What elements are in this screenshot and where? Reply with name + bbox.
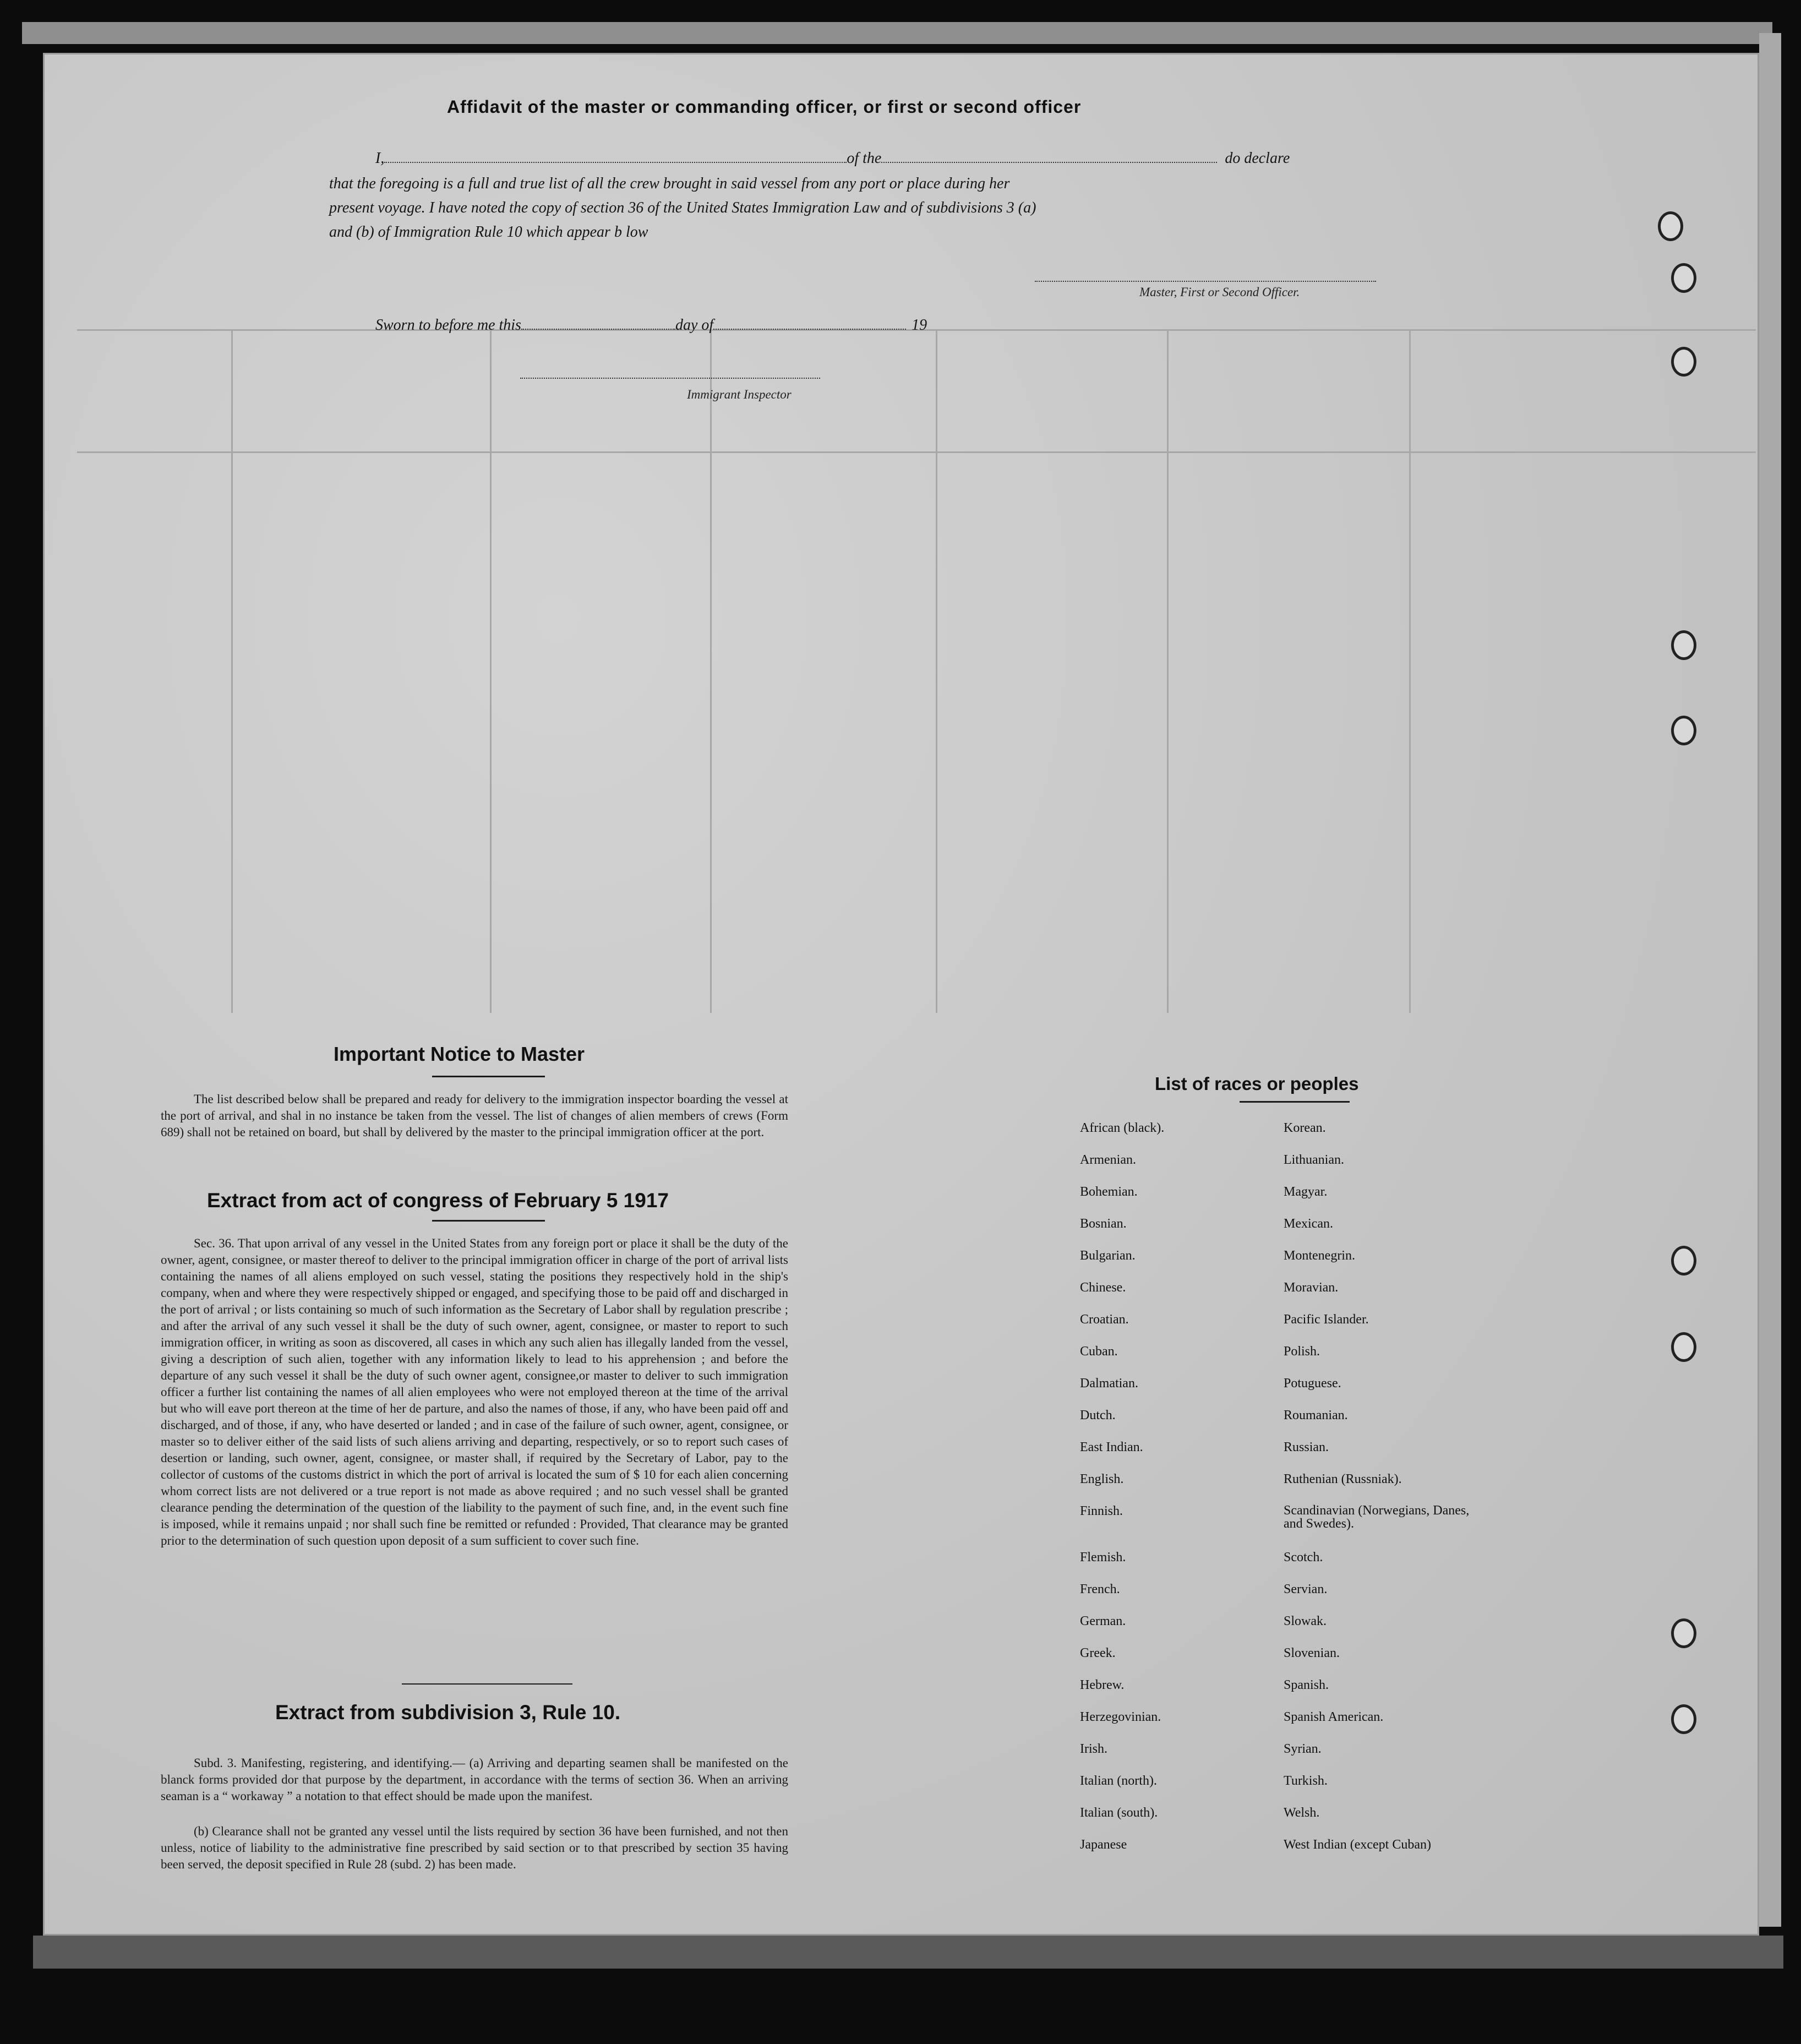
race-item: Flemish. <box>1080 1550 1126 1565</box>
section-divider <box>402 1683 572 1685</box>
vessel-blank[interactable] <box>881 162 1217 163</box>
race-item: Herzegovinian. <box>1080 1710 1161 1724</box>
binder-hole <box>1658 211 1683 241</box>
affidavit-line-3: present voyage. I have noted the copy of section 36 of the United States Immigration Law and of subdivisions 3 (a) <box>329 199 1036 216</box>
year-prefix: 19 <box>912 317 927 334</box>
race-item: Servian. <box>1284 1582 1328 1596</box>
races-rule <box>1240 1101 1350 1103</box>
binder-hole <box>1671 1704 1696 1734</box>
document-page <box>43 53 1759 1936</box>
day-of-text: day of <box>675 317 714 334</box>
affidavit-line-1 <box>375 150 1290 167</box>
page-edge-right <box>1759 33 1781 1927</box>
notice-text: The list described below shall be prepared and ready for delivery to the immigration inspector boarding the vessel at the port of arrival, and shal in no instance be taken from the vessel. The list of changes of alien members of crews (Form 689) shall not be retained on board, but shall by delivered by the master to the principal immigration officer at the port. <box>161 1092 788 1139</box>
page-edge-top <box>22 22 1772 44</box>
page-edge-bottom <box>33 1936 1783 1969</box>
race-item: Japanese <box>1080 1838 1127 1852</box>
affidavit-heading: Affidavit of the master or commanding officer, or first or second officer <box>447 97 1082 117</box>
affidavit-i: I, <box>375 150 385 167</box>
race-item: Polish. <box>1284 1344 1320 1359</box>
affidavit-of-the: of the <box>847 150 882 167</box>
race-item: Scandinavian (Norwegians, Danes, and Swedes). <box>1284 1503 1470 1531</box>
race-item: French. <box>1080 1582 1120 1596</box>
master-signature-line[interactable] <box>1035 281 1376 282</box>
affidavit-declare: do declare <box>1225 150 1290 167</box>
race-item: East Indian. <box>1080 1440 1143 1454</box>
race-item: Welsh. <box>1284 1806 1320 1820</box>
race-item: Syrian. <box>1284 1742 1322 1756</box>
binder-hole <box>1671 1246 1696 1276</box>
binder-hole <box>1671 630 1696 660</box>
race-item: English. <box>1080 1472 1124 1486</box>
race-item: West Indian (except Cuban) <box>1284 1838 1431 1852</box>
race-item: Montenegrin. <box>1284 1249 1355 1263</box>
master-signature-label: Master, First or Second Officer. <box>1139 285 1300 299</box>
affidavit-line-4: and (b) of Immigration Rule 10 which appear b low <box>329 224 648 241</box>
race-item: Croatian. <box>1080 1312 1129 1327</box>
race-item: Roumanian. <box>1284 1408 1348 1422</box>
sworn-month-blank[interactable] <box>713 329 906 330</box>
race-item: Pacific Islander. <box>1284 1312 1369 1327</box>
sworn-text: Sworn to before me this <box>375 317 521 334</box>
rule-extract-text-b: (b) Clearance shall not be granted any vessel until the lists required by section 36 have been furnished, and not then unless, notice of liability to the administrative fine prescribed by said section or to that prescribed by section 35 having been served, the deposit specified in Rule 28 (subd. 2) has been made. <box>161 1824 788 1871</box>
act-extract-rule <box>432 1220 545 1222</box>
race-item: Bohemian. <box>1080 1185 1138 1199</box>
name-blank[interactable] <box>384 162 847 163</box>
rule-extract-heading: Extract from subdivision 3, Rule 10. <box>275 1701 621 1724</box>
race-item: Bosnian. <box>1080 1217 1127 1231</box>
race-item: Irish. <box>1080 1742 1107 1756</box>
binder-hole <box>1671 263 1696 293</box>
race-item: Slowak. <box>1284 1614 1327 1628</box>
sworn-day-blank[interactable] <box>521 329 675 330</box>
race-item: Moravian. <box>1284 1280 1339 1295</box>
notice-rule <box>432 1076 545 1077</box>
binder-hole <box>1671 716 1696 745</box>
races-heading: List of races or peoples <box>1155 1073 1359 1094</box>
race-item: Potuguese. <box>1284 1376 1341 1391</box>
act-extract-heading: Extract from act of congress of February 5 1917 <box>207 1189 669 1212</box>
notice-heading: Important Notice to Master <box>334 1043 585 1065</box>
race-item: Hebrew. <box>1080 1678 1125 1692</box>
race-item: German. <box>1080 1614 1126 1628</box>
race-item: Italian (north). <box>1080 1774 1157 1788</box>
binder-hole <box>1671 1618 1696 1648</box>
sworn-line <box>375 317 927 334</box>
race-item: Magyar. <box>1284 1185 1328 1199</box>
race-item: Ruthenian (Russniak). <box>1284 1472 1402 1486</box>
race-item: Slovenian. <box>1284 1646 1340 1660</box>
binder-hole <box>1671 1332 1696 1362</box>
race-item: Cuban. <box>1080 1344 1118 1359</box>
race-item: Spanish American. <box>1284 1710 1384 1724</box>
race-item: Bulgarian. <box>1080 1249 1136 1263</box>
inspector-label: Immigrant Inspector <box>687 388 792 401</box>
race-item: Italian (south). <box>1080 1806 1158 1820</box>
race-item: Korean. <box>1284 1121 1326 1135</box>
race-item: Greek. <box>1080 1646 1116 1660</box>
race-item: Mexican. <box>1284 1217 1333 1231</box>
race-item: Chinese. <box>1080 1280 1126 1295</box>
race-item: Lithuanian. <box>1284 1153 1344 1167</box>
race-item: Dutch. <box>1080 1408 1116 1422</box>
race-item: Finnish. <box>1080 1504 1123 1518</box>
race-item: Turkish. <box>1284 1774 1328 1788</box>
inspector-signature-line[interactable] <box>520 378 820 379</box>
binder-hole <box>1671 347 1696 377</box>
act-extract-text: Sec. 36. That upon arrival of any vessel in the United States from any foreign port or place it shall be the duty of the owner, agent, consignee, or master thereof to deliver to the principal immigration officer in charge of the port of arrival lists containing the names of all aliens employed on such vessel, stating the positions they respectively hold in the ship's company, when and where they were respectively shipped or engaged, and specifying those to be paid off and discharged in the port of arrival ; or lists containing so much of such information as the Secretary of Labor shall by regulation prescribe ; and after the arrival of any such vessel it shall be the duty of such owner, agent, consignee, or master to report to such immigration officer, in writing as soon as discovered, all cases in which any such alien has illegally landed from the vessel, giving a description of such alien, together with any information likely to lead to his apprehension ; and before the departure of any such vessel it shall be the duty of such owner agent, consignee,or master to deliver to such immigration officer a further list containing the names of all alien employees who were not employed thereon at the time of the arrival but who will eave port thereon at the time of her de parture, and also the names of those, if any, who have been paid off and discharged, and of those, if any, who have deserted or landed ; and in case of the failure of such owner, agent, consignee, or master so to deliver either of the said lists of such aliens arriving and departing, respectively, or so to report such cases of desertion or landing, such owner, agent, consignee, or master shall, if required by the Secretary of Labor, pay to the collector of customs of the customs district in which the port of arrival is located the sum of $ 10 for each alien concerning whom correct lists are not delivered or a true report is not made as above required ; and no such vessel shall be granted clearance pending the determination of the question of the liability to the payment of such fine, and, in the event such fine is imposed, while it remains unpaid ; nor shall such fine be remitted or refunded : Provided, That clearance may be granted prior to the determination of such question upon deposit of a sum sufficient to cover such fine. <box>161 1236 788 1547</box>
rule-extract-text-a: Subd. 3. Manifesting, registering, and identifying.— (a) Arriving and departing seamen shall be manifested on the blanck forms provided dor that purpose by the department, in accordance with the terms of section 36. When an arriving seaman is a “ workaway ” a notation to that effect should be made upon the manifest. <box>161 1756 788 1803</box>
race-item: Armenian. <box>1080 1153 1136 1167</box>
race-item: African (black). <box>1080 1121 1165 1135</box>
race-item: Spanish. <box>1284 1678 1329 1692</box>
affidavit-line-2: that the foregoing is a full and true list of all the crew brought in said vessel from any port or place during her <box>329 175 1010 192</box>
race-item: Russian. <box>1284 1440 1329 1454</box>
race-item: Dalmatian. <box>1080 1376 1138 1391</box>
race-item: Scotch. <box>1284 1550 1323 1565</box>
